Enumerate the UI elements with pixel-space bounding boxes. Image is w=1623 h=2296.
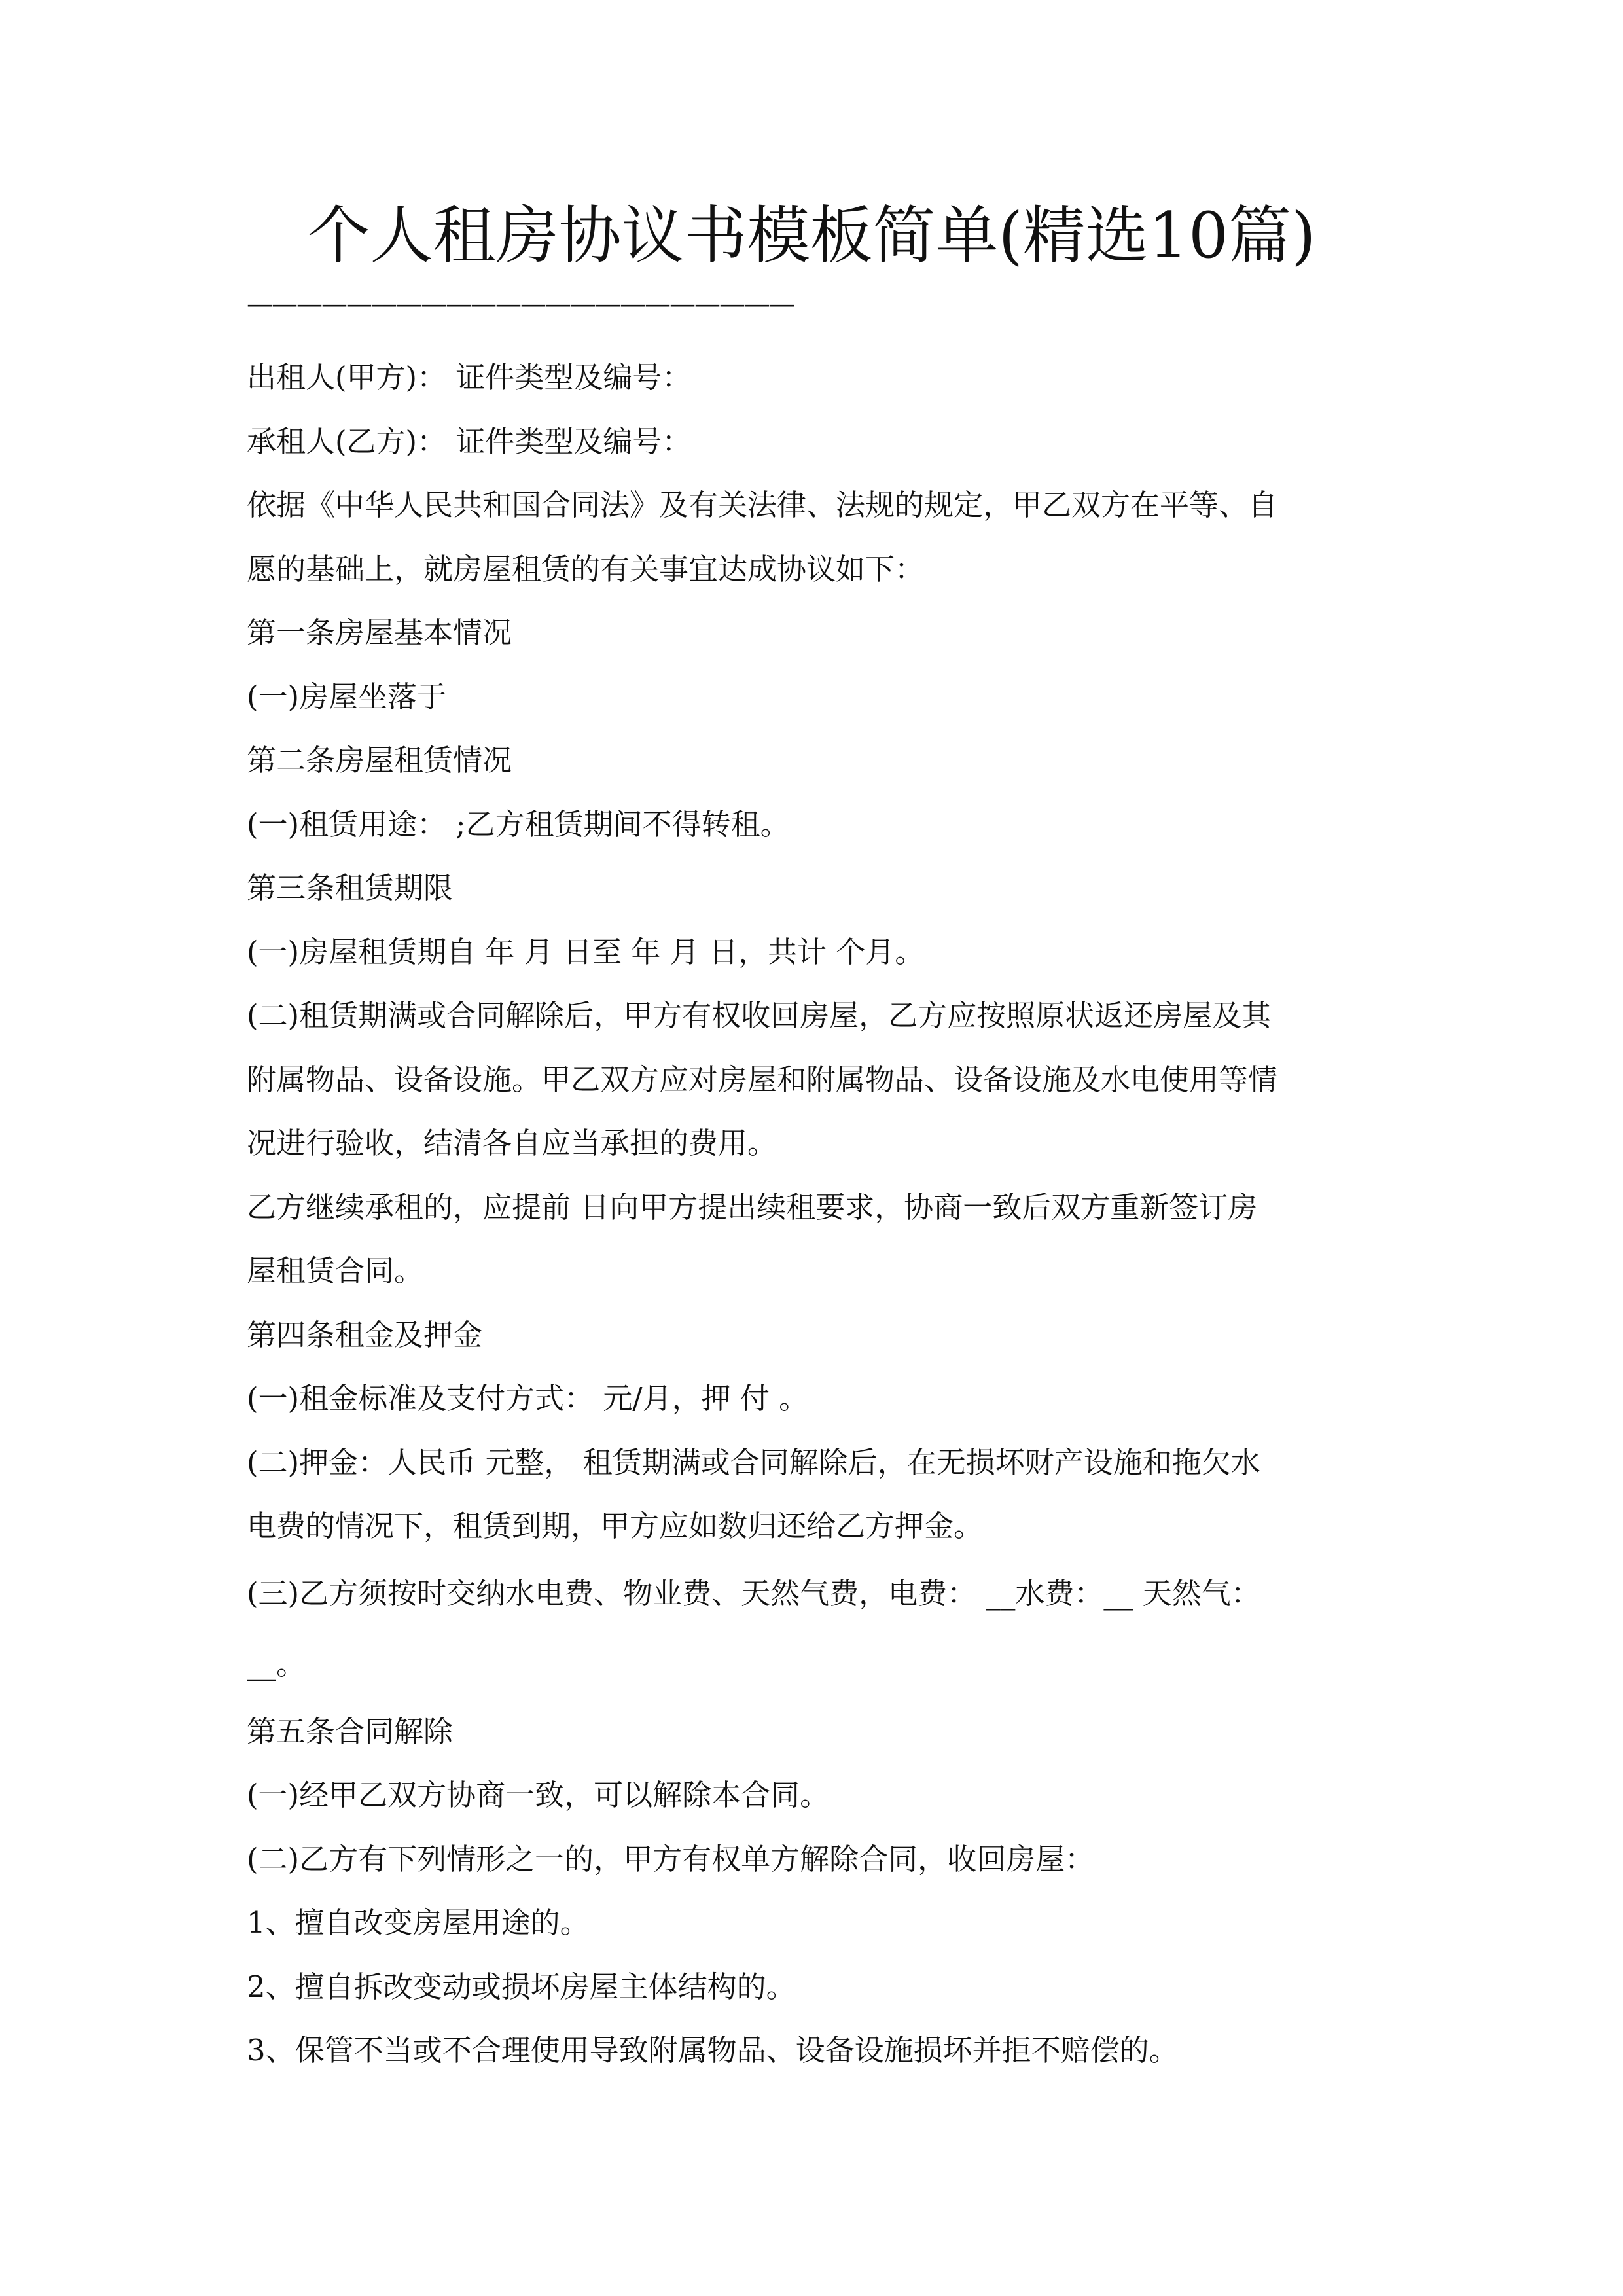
document-body [247,346,1393,2083]
body-line: 出租人(甲方)： 证件类型及编号： [247,360,692,395]
document-title: 个人租房协议书模板简单(精选10篇) [307,199,1316,272]
body-line: (一)经甲乙双方协商一致，可以解除本合同。 [247,1778,830,1812]
body-line: __。 [247,1646,306,1681]
body-line: (三)乙方须按时交纳水电费、物业费、天然气费，电费： __水费：__ 天然气： [247,1575,1260,1611]
body-line: 依据《中华人民共和国合同法》及有关法律、法规的规定，甲乙双方在平等、自 [247,488,1278,522]
section-heading: 第五条合同解除 [247,1713,454,1749]
body-line: 电费的情况下，租赁到期，甲方应如数归还给乙方押金。 [247,1509,984,1543]
title-underline: —————————————————————— [247,289,794,319]
body-line: 愿的基础上，就房屋租赁的有关事宜达成协议如下： [247,551,925,586]
body-line: (一)房屋租赁期自 年 月 日至 年 月 日，共计 个月。 [247,934,925,969]
body-line: (一)租赁用途： ;乙方租赁期间不得转租。 [247,806,790,842]
body-line: (二)押金：人民币 元整， 租赁期满或合同解除后，在无损坏财产设施和拖欠水 [247,1444,1260,1480]
list-item: 3、保管不当或不合理使用导致附属物品、设备设施损坏并拒不赔偿的。 [247,2033,1179,2068]
list-item: 1、擅自改变房屋用途的。 [247,1905,590,1940]
body-line: (一)房屋坐落于 [247,679,447,714]
section-heading: 第一条房屋基本情况 [247,615,512,650]
section-heading: 第四条租金及押金 [247,1317,483,1352]
body-line: (一)租金标准及支付方式： 元/月，押 付 。 [247,1381,809,1416]
body-line: 附属物品、设备设施。甲乙双方应对房屋和附属物品、设备设施及水电使用等情 [247,1062,1278,1097]
body-line: 承租人(乙方)： 证件类型及编号： [247,423,692,459]
section-heading: 第二条房屋租赁情况 [247,743,512,778]
section-heading: 第三条租赁期限 [247,870,454,905]
body-line: (二)租赁期满或合同解除后，甲方有权收回房屋，乙方应按照原状返还房屋及其 [247,998,1272,1033]
body-line: 屋租赁合同。 [247,1253,424,1288]
list-item: 2、擅自拆改变动或损坏房屋主体结构的。 [247,1969,796,2004]
body-line: (二)乙方有下列情形之一的，甲方有权单方解除合同，收回房屋： [247,1841,1095,1876]
body-line: 乙方继续承租的，应提前 日向甲方提出续租要求，协商一致后双方重新签订房 [247,1189,1258,1225]
body-line: 况进行验收，结清各自应当承担的费用。 [247,1126,777,1160]
